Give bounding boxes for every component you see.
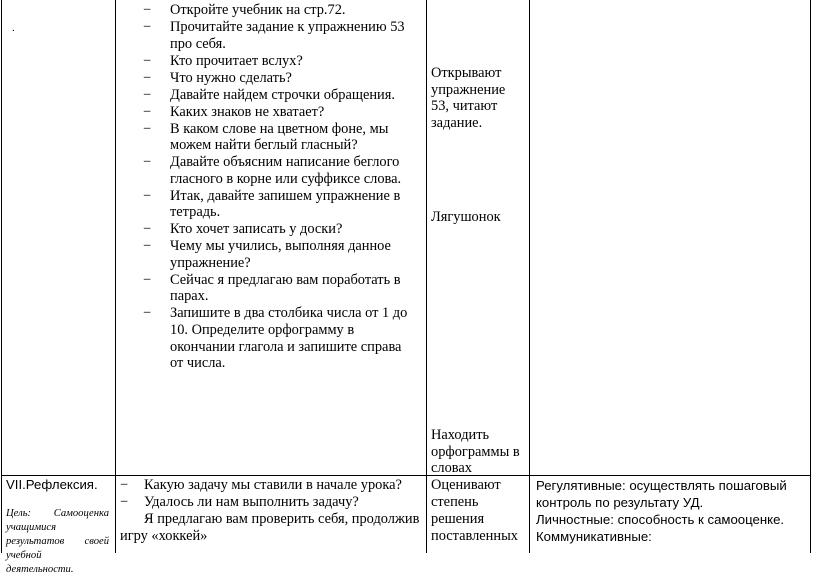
row1-teacher-cell xyxy=(116,0,426,475)
row1-teacher-item: − Прочитайте задание к упражнению 53 про себя. xyxy=(143,19,416,52)
row2-uud-cell xyxy=(530,476,810,553)
row1-teacher-list xyxy=(143,2,416,372)
row1-stage-cell xyxy=(2,0,115,475)
row2-uud-line: Коммуникативные: xyxy=(536,529,652,544)
row2-student-cell xyxy=(427,476,529,553)
row1-teacher-item: − Что нужно сделать? xyxy=(143,70,416,87)
row1-teacher-item: − Давайте объясним написание беглого гласного в корне или суффиксе слова. xyxy=(143,154,416,187)
row2-teacher-item: − Какую задачу мы ставили в начале урока? xyxy=(120,477,422,494)
row1-teacher-item: − Давайте найдем строчки обращения. xyxy=(143,87,416,104)
row1-teacher-item: − Кто прочитает вслух? xyxy=(143,53,416,70)
row2-uud-lines xyxy=(536,477,804,545)
row1-teacher-item: − Запишите в два столбика числа от 1 до 10. Определите орфограмму в окончании глагола и запишите справа от числа. xyxy=(143,305,416,371)
row2-student-text: Оценивают степень решения поставленных xyxy=(431,477,518,544)
row1-student-text-1: Открывают упражнение 53, читают задание. xyxy=(431,65,506,131)
row2-teacher-list xyxy=(120,477,422,545)
row1-teacher-item: − В каком слове на цветном фоне, мы можем найти беглый гласный? xyxy=(143,121,416,154)
table-border-right xyxy=(810,0,811,553)
row1-teacher-item: − Кто хочет записать у доски? xyxy=(143,221,416,238)
row1-teacher-item: − Откройте учебник на стр.72. xyxy=(143,2,416,19)
row2-teacher-item: − Удалось ли нам выполнить задачу? xyxy=(120,494,422,511)
row1-stage-mark: . xyxy=(12,22,15,34)
row1-teacher-item: − Итак, давайте запишем упражнение в тетрадь. xyxy=(143,188,416,221)
row1-student-cell xyxy=(427,0,529,475)
row2-goal-text: Цель: Самооценка учащимися результатов своей учебной деятельности. xyxy=(6,507,109,575)
row1-teacher-item: − Чему мы учились, выполняя данное упражнение? xyxy=(143,238,416,271)
row1-student-text-3: Находить орфограммы в словах xyxy=(431,427,520,477)
row2-teacher-cell xyxy=(116,476,426,553)
row2-stage-cell xyxy=(2,476,115,575)
row2-uud-line: Личностные: способность к самооценке. xyxy=(536,512,785,527)
row1-student-text-2: Лягушонок xyxy=(431,209,501,225)
row1-teacher-item: − Сейчас я предлагаю вам поработать в парах. xyxy=(143,272,416,305)
row1-uud-cell xyxy=(530,0,810,475)
row1-teacher-item: − Каких знаков не хватает? xyxy=(143,104,416,121)
row2-teacher-item: − Я предлагаю вам проверить себя, продолжив игру «хоккей» xyxy=(120,511,422,545)
row2-stage-title: VII.Рефлексия. xyxy=(6,477,98,492)
row2-uud-line: Регулятивные: осуществлять пошаговый контроль по результату УД. xyxy=(536,478,787,510)
